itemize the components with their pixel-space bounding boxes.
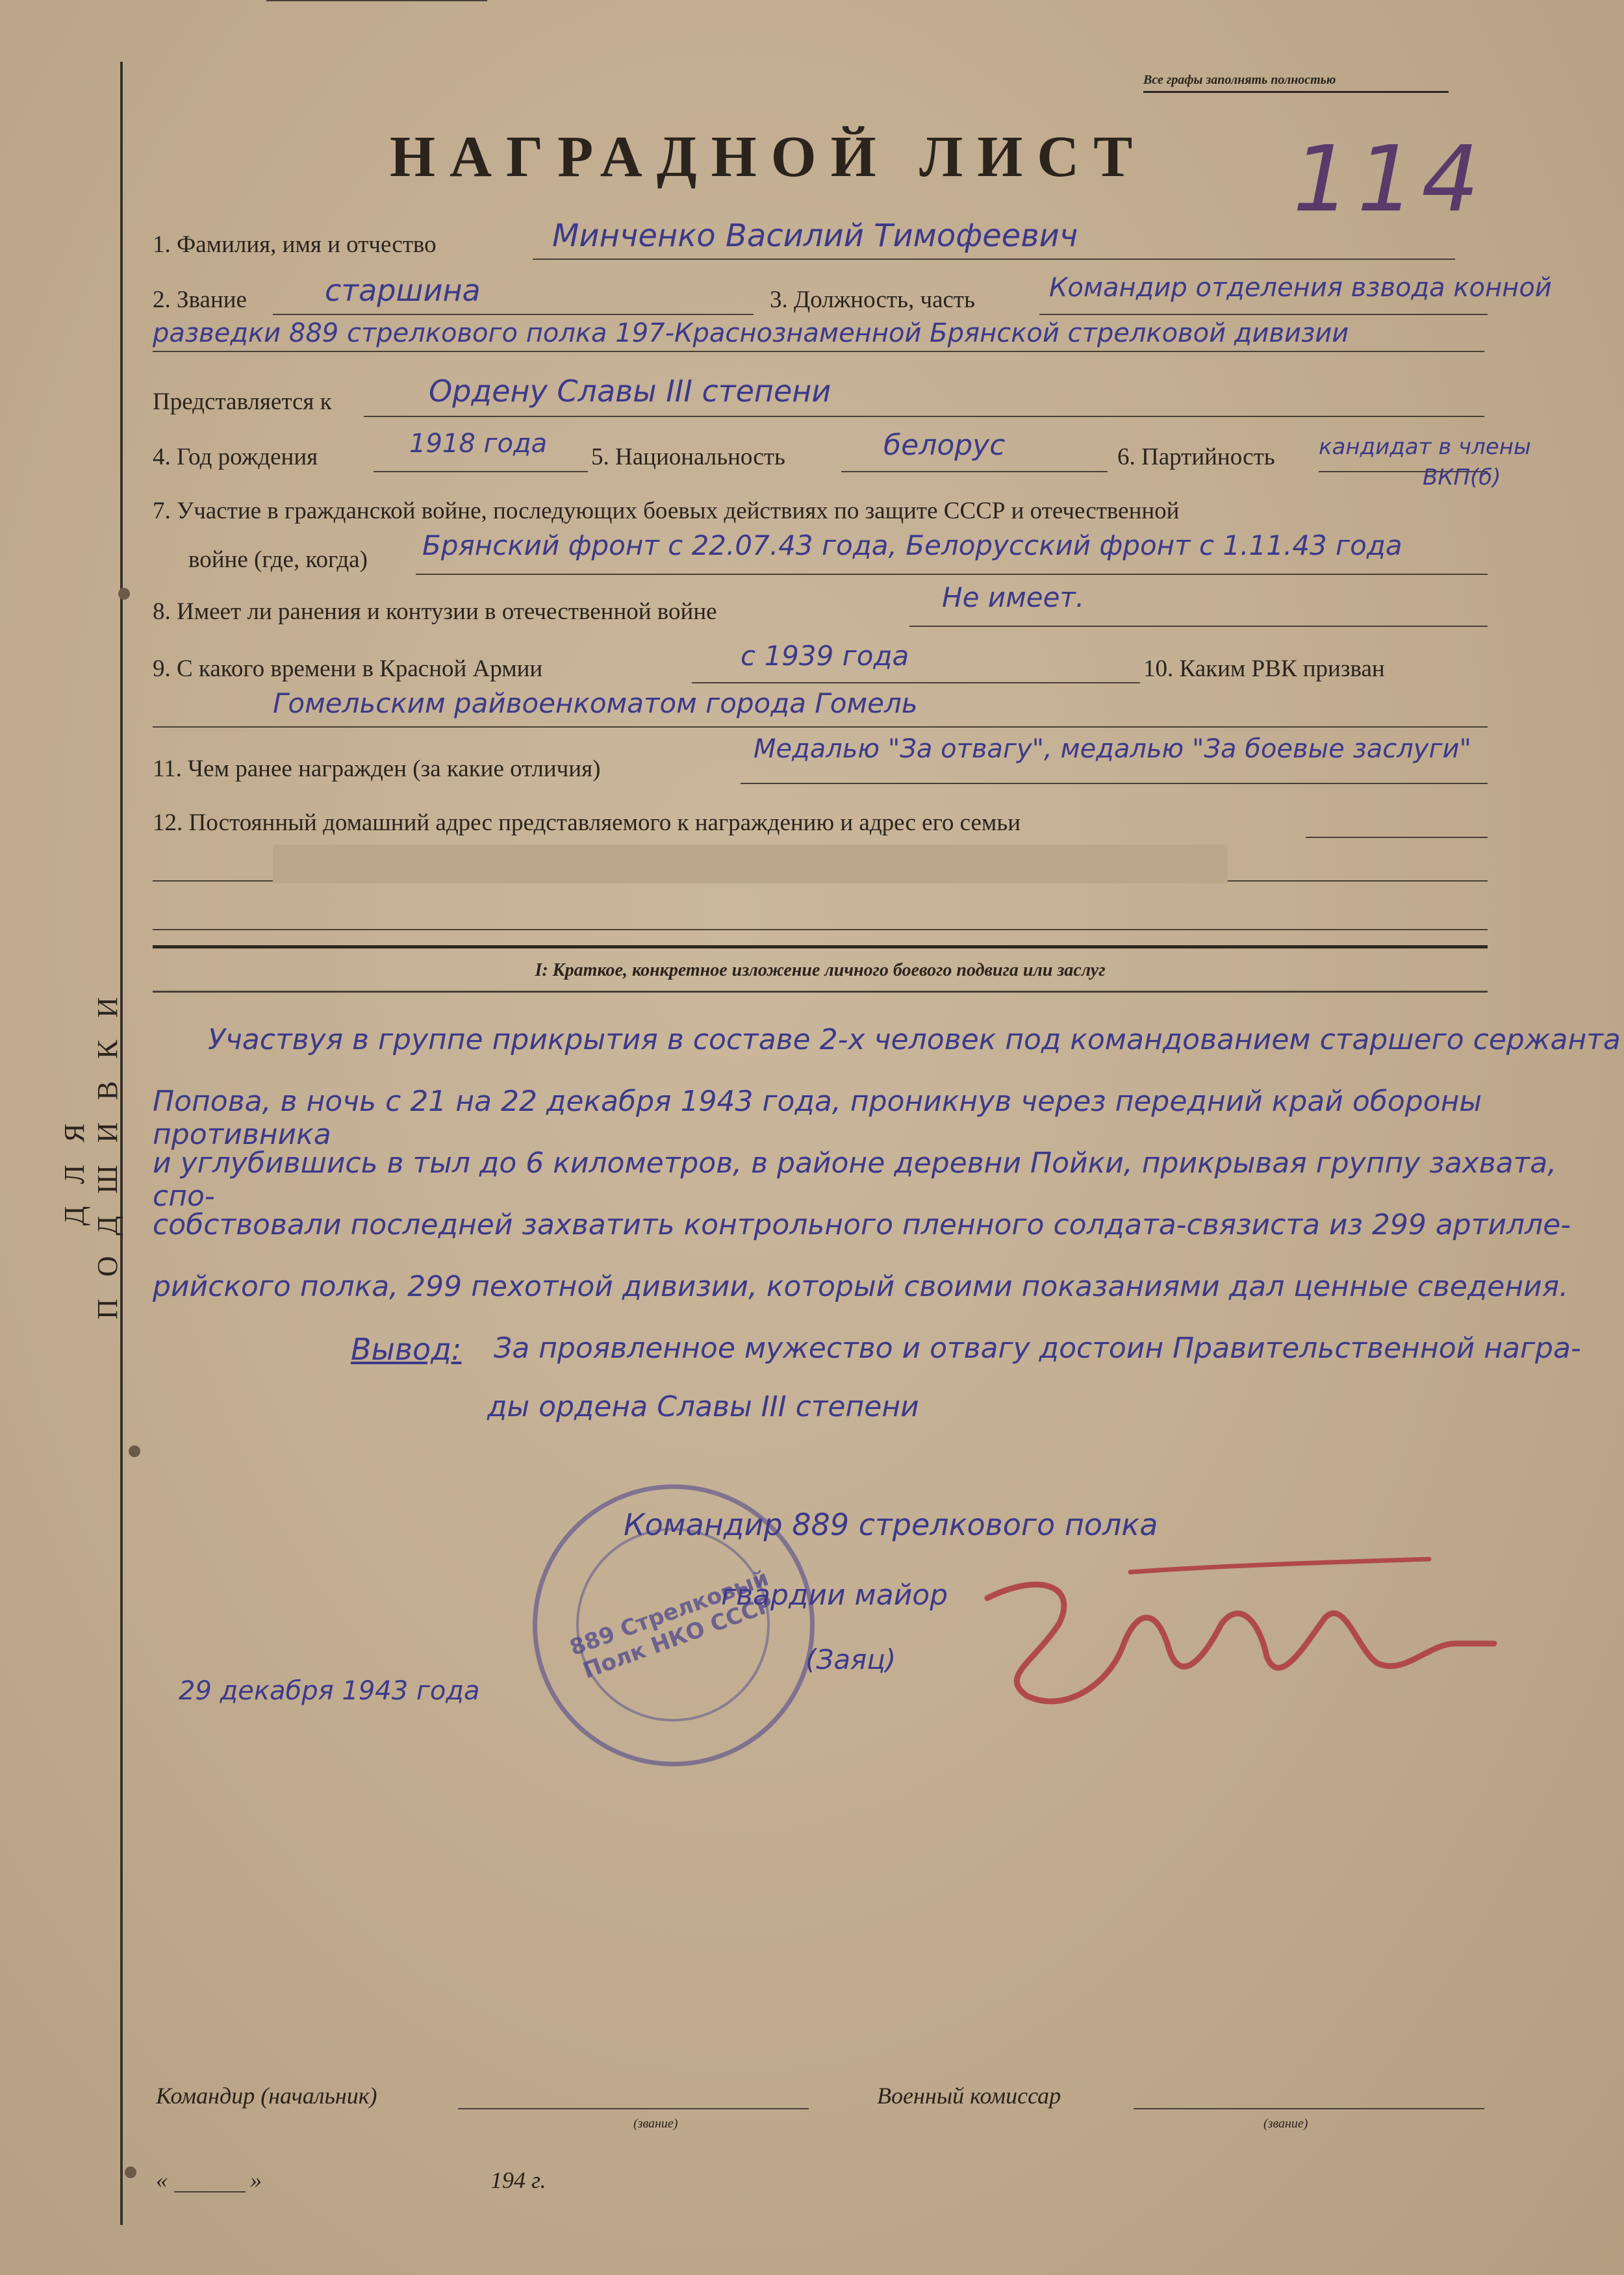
field-5-label: 5. Национальность (591, 444, 785, 470)
field-9-line (692, 682, 1140, 683)
field-6-value-2: ВКП(б) (1423, 464, 1501, 490)
fill-note-rule (1143, 91, 1449, 93)
binding-strip-label: ДЛЯ ПОДШИВКИ (58, 974, 123, 1319)
field-3-line-2 (153, 351, 1484, 352)
field-6-label: 6. Партийность (1117, 444, 1275, 470)
stamp-text: 889 Стрелковый Полк НКО СССР (566, 1565, 777, 1684)
section-1-title: I: Краткое, конкретное изложение личного боевого подвига или заслуг (535, 960, 1106, 980)
field-6-value-1: кандидат в члены (1319, 434, 1531, 460)
narrative-line-3: и углубившись в тыл до 6 километров, в районе деревни Пойки, прикрывая группу захвата, спо- (153, 1147, 1557, 1213)
commissar-label: Военный комиссар (877, 2083, 1061, 2109)
field-3-value-2: разведки 889 стрелкового полка 197-Краснознаменной Брянской стрелковой дивизии (153, 318, 1349, 348)
page-title: НАГРАДНОЙ ЛИСТ (390, 125, 1147, 189)
field-1-value: Минченко Василий Тимофеевич (552, 218, 1078, 254)
redacted-address (273, 845, 1228, 883)
field-4-label: 4. Год рождения (153, 444, 318, 470)
conclusion-line-2: ды ордена Славы III степени (487, 1390, 919, 1423)
field-3-label: 3. Должность, часть (770, 286, 975, 313)
punch-hole (125, 2167, 136, 2178)
present-value: Ордену Славы III степени (429, 374, 831, 409)
sign-date: 29 декабря 1943 года (179, 1676, 480, 1706)
narrative-line-5: рийского полка, 299 пехотной дивизии, который своими показаниями дал ценные сведения. (153, 1270, 1569, 1303)
signer-name: (Заяц) (806, 1644, 896, 1675)
conclusion-line-1: За проявленное мужество и отвагу достоин Правительственной награ- (494, 1332, 1581, 1365)
field-2-line (273, 314, 754, 315)
signer-rank: гвардии майор (721, 1579, 948, 1612)
field-7-label-2: войне (где, когда) (188, 546, 368, 573)
punch-hole (129, 1445, 140, 1457)
field-11-label: 11. Чем ранее награжден (за какие отличия) (153, 756, 601, 782)
field-3-value-1: Командир отделения взвода конной (1049, 273, 1552, 303)
conclusion-label: Вывод: (351, 1332, 462, 1367)
field-12-line-3 (153, 929, 1488, 930)
date-month-line (266, 0, 487, 1)
signature-mark (961, 1546, 1507, 1728)
field-2-value: старшина (325, 273, 481, 308)
commander-line (458, 2108, 809, 2109)
date-open-quote: « (156, 2167, 168, 2193)
field-5-line (841, 471, 1108, 472)
date-day-line (174, 2191, 246, 2192)
field-10-value: Гомельским райвоенкоматом города Гомель (273, 687, 918, 719)
commissar-line (1134, 2108, 1484, 2109)
field-7-line (416, 574, 1488, 575)
archive-number: 114 (1293, 127, 1486, 233)
present-line (364, 416, 1484, 417)
narrative-line-1: Участвуя в группе прикрытия в составе 2-х человек под командованием старшего сержанта (208, 1023, 1621, 1056)
field-8-label: 8. Имеет ли ранения и контузии в отечественной войне (153, 598, 717, 625)
commander-label: Командир (начальник) (156, 2083, 377, 2109)
field-8-value: Не имеет. (942, 581, 1085, 613)
commander-rank-note: (звание) (633, 2116, 678, 2131)
punch-hole (118, 588, 130, 600)
present-label: Представляется к (153, 388, 332, 415)
field-12-line (1306, 837, 1488, 838)
field-1-label: 1. Фамилия, имя и отчество (153, 231, 437, 258)
date-year: 194 г. (490, 2167, 546, 2193)
field-11-value: Медалью "За отвагу", медалью "За боевые заслуги" (754, 734, 1471, 764)
field-4-value: 1918 года (409, 429, 548, 459)
field-2-label: 2. Звание (153, 286, 247, 313)
field-11-line (741, 783, 1488, 784)
field-7-value: Брянский фронт с 22.07.43 года, Белорусский фронт с 1.11.43 года (422, 529, 1402, 561)
field-7-label-1: 7. Участие в гражданской войне, последующих боевых действиях по защите СССР и отечественной (153, 498, 1180, 524)
narrative-line-4: собствовали последней захватить контрольного пленного солдата-связиста из 299 артилле- (153, 1208, 1571, 1241)
commissar-rank-note: (звание) (1263, 2116, 1308, 2131)
field-8-line (909, 626, 1488, 627)
field-3-line (1039, 314, 1488, 315)
section-divider-top (153, 945, 1488, 948)
signature-stroke (987, 1584, 1494, 1701)
field-5-value: белорус (883, 429, 1006, 462)
field-9-label: 9. С какого времени в Красной Армии (153, 655, 543, 682)
field-4-line (374, 471, 588, 472)
section-divider-bottom (153, 991, 1488, 993)
field-12-label: 12. Постоянный домашний адрес представляемого к награждению и адрес его семьи (153, 809, 1021, 836)
field-9-value: с 1939 года (741, 640, 909, 672)
signer-title: Командир 889 стрелкового полка (624, 1507, 1158, 1542)
field-1-line (533, 259, 1455, 260)
field-10-line (153, 726, 1488, 728)
signature-stroke (1130, 1559, 1429, 1572)
field-10-label: 10. Каким РВК призван (1143, 655, 1385, 682)
narrative-line-2: Попова, в ночь с 21 на 22 декабря 1943 года, проникнув через передний край обороны противника (153, 1085, 1482, 1151)
date-close-quote: » (250, 2167, 262, 2193)
fill-note: Все графы заполнять полностью (1143, 73, 1336, 87)
